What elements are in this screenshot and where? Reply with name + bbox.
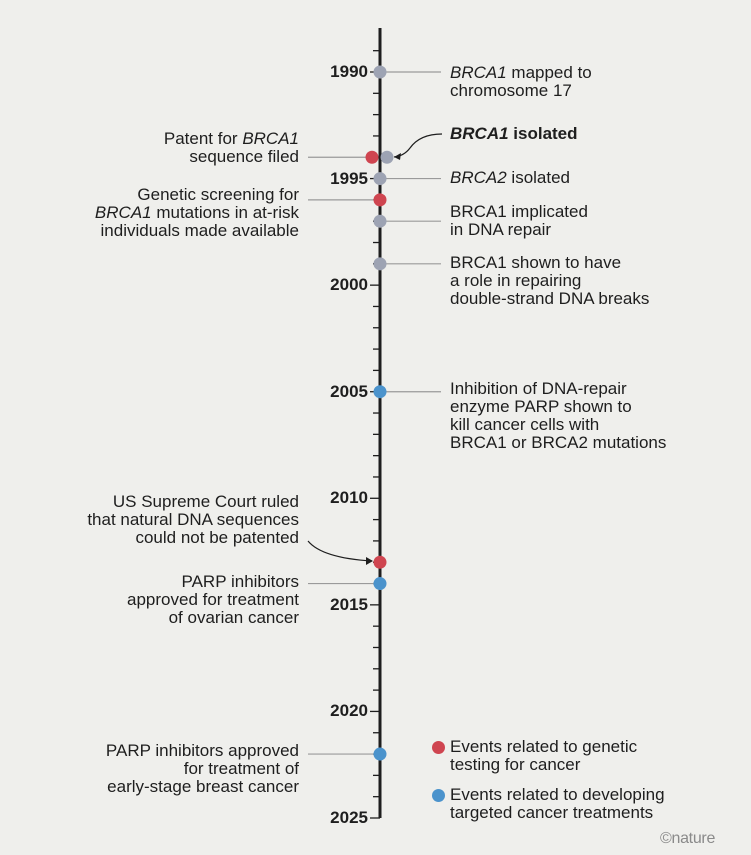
event-label-line	[0, 130, 299, 148]
event-label-line	[450, 398, 666, 416]
event-dot-neutral	[374, 66, 387, 79]
event-label	[450, 125, 578, 143]
event-label-line	[450, 64, 592, 82]
event-dot-treatment	[374, 577, 387, 590]
event-label-part: BRCA1	[94, 203, 152, 222]
event-label-line	[450, 203, 588, 221]
event-label-line	[450, 380, 666, 398]
event-label-part: sequence filed	[189, 147, 299, 166]
year-label-2025: 2025	[330, 808, 368, 827]
event-label-line	[0, 493, 299, 511]
event-label-part: BRCA1	[450, 124, 509, 143]
event-label-part: Patent for	[163, 129, 243, 148]
event-dot-genetic	[374, 193, 387, 206]
event-label-line	[0, 511, 299, 529]
event-label-part: BRCA1 or BRCA2 mutations	[450, 433, 667, 452]
connector-arrowhead	[366, 557, 373, 565]
event-label-line	[0, 573, 299, 591]
event-dot-treatment	[374, 385, 387, 398]
event-label-part: double-strand DNA breaks	[450, 289, 650, 308]
year-label-2015: 2015	[330, 594, 368, 614]
event-label-part: BRCA1	[242, 129, 299, 148]
event-label-part: chromosome 17	[450, 81, 572, 100]
event-label-line	[0, 591, 299, 609]
event-dot-genetic	[374, 556, 387, 569]
event-label-part: PARP inhibitors	[181, 572, 299, 591]
legend-treatment-line2: targeted cancer treatments	[450, 803, 654, 822]
event-label-part: in DNA repair	[450, 220, 552, 239]
event-label-part: BRCA1 shown to have	[450, 253, 622, 272]
legend-treatment-label	[450, 786, 665, 822]
legend-treatment-line1: Events related to developing	[450, 785, 665, 804]
event-label-part: mutations in at-risk	[151, 203, 299, 222]
year-label-1995: 1995	[330, 168, 368, 188]
event-label-part: BRCA2	[450, 168, 507, 187]
event-label-line	[0, 778, 299, 796]
event-dot-treatment	[374, 748, 387, 761]
event-label-part: that natural DNA sequences	[87, 510, 299, 529]
event-label-part: early-stage breast cancer	[107, 777, 299, 796]
event-dot-genetic	[366, 151, 379, 164]
event-label-line	[450, 254, 649, 272]
event-label-line	[450, 416, 666, 434]
event-label-line	[450, 82, 592, 100]
year-label-2000: 2000	[330, 275, 368, 295]
event-label-part: a role in repairing	[450, 271, 582, 290]
event-label-line	[450, 290, 649, 308]
event-dot-neutral	[374, 172, 387, 185]
connector-arrow	[394, 134, 442, 157]
event-label-part: Inhibition of DNA-repair	[450, 379, 627, 398]
event-label-part: PARP inhibitors approved	[105, 741, 299, 760]
event-label-line	[0, 609, 299, 627]
event-label-line	[0, 186, 299, 204]
event-dot-neutral	[374, 215, 387, 228]
event-label-part: BRCA1	[450, 63, 507, 82]
event-label-line	[0, 148, 299, 166]
event-label-line	[450, 221, 588, 239]
event-label	[450, 169, 570, 187]
event-label-line	[450, 169, 570, 187]
event-label-part: approved for treatment	[127, 590, 299, 609]
event-label	[450, 254, 649, 308]
event-label-line	[0, 204, 299, 222]
event-dot-neutral	[374, 257, 387, 270]
legend-genetic-dot	[432, 741, 445, 754]
event-label-line	[450, 272, 649, 290]
event-label-line	[0, 222, 299, 240]
event-label	[450, 64, 592, 100]
event-label	[0, 186, 299, 240]
event-label-line	[450, 125, 578, 143]
event-label	[450, 203, 588, 239]
event-label-part: isolated	[506, 168, 571, 187]
event-dot-neutral	[381, 151, 394, 164]
legend-genetic-line1: Events related to genetic	[450, 737, 638, 756]
event-label-part: enzyme PARP shown to	[450, 397, 632, 416]
year-label-1990: 1990	[330, 62, 368, 81]
event-label-part: BRCA1 implicated	[450, 202, 588, 221]
event-label	[0, 493, 299, 547]
event-label-part: individuals made available	[100, 221, 299, 240]
event-label-part: kill cancer cells with	[450, 415, 600, 434]
event-label-part: isolated	[508, 124, 578, 143]
year-label-2010: 2010	[330, 488, 368, 508]
event-label-line	[0, 529, 299, 547]
nature-credit: ©nature	[660, 830, 716, 847]
event-label-part: US Supreme Court ruled	[112, 492, 299, 511]
event-label-part: for treatment of	[183, 759, 299, 778]
year-label-2020: 2020	[330, 701, 368, 721]
connector-arrow	[308, 541, 372, 561]
event-label	[450, 380, 666, 452]
event-label-line	[450, 434, 666, 452]
event-label	[0, 573, 299, 627]
year-label-2005: 2005	[330, 381, 368, 401]
event-label-line	[0, 760, 299, 778]
legend-genetic-label	[450, 738, 637, 774]
event-label-part: could not be patented	[135, 528, 299, 547]
event-label	[0, 742, 299, 796]
event-label-part: Genetic screening for	[137, 185, 299, 204]
event-label	[0, 130, 299, 166]
event-label-line	[0, 742, 299, 760]
event-label-part: of ovarian cancer	[168, 608, 299, 627]
legend-treatment-dot	[432, 789, 445, 802]
connector-arrowhead	[394, 153, 401, 160]
event-label-part: mapped to	[506, 63, 592, 82]
event-label-part-wrap	[450, 124, 509, 143]
legend-genetic-line2: testing for cancer	[450, 755, 581, 774]
